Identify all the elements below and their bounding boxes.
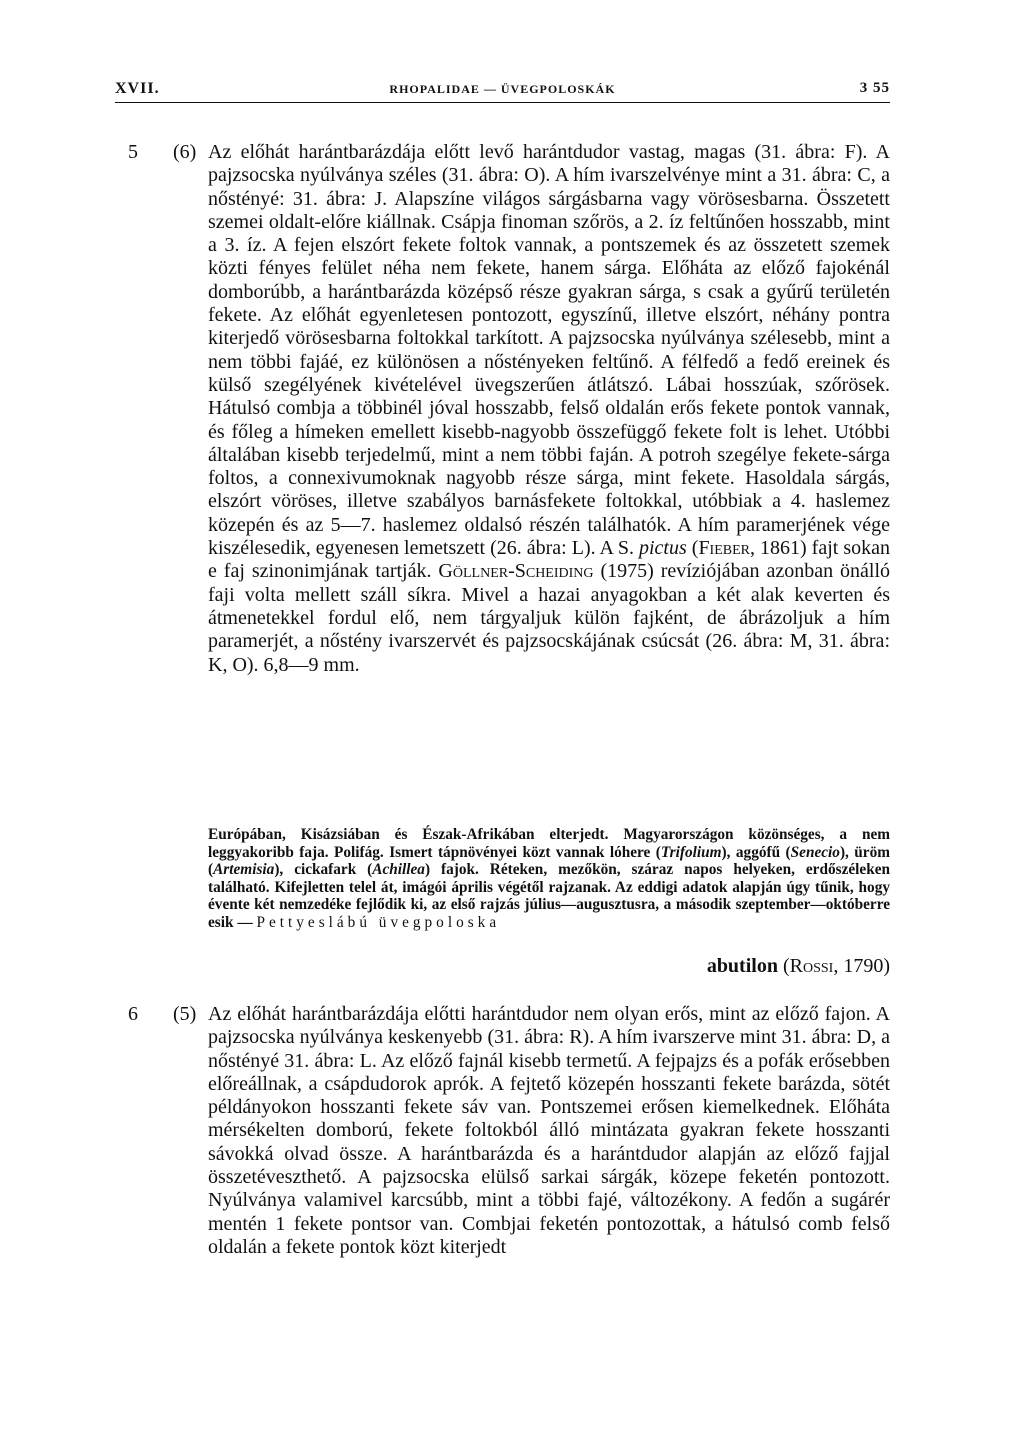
key-entry-number: 6 xyxy=(128,1003,138,1025)
author-name: Rossi xyxy=(789,955,834,977)
page-number: 3 55 xyxy=(859,80,890,96)
distribution-paragraph: Európában, Kisázsiában és Észak-Afrikában elterjedt. Magyarországon közönséges, a nem leggyakoribb faja. Polifág. Ismert tápnövényei közt vannak lóhere (Trifolium), aggófű (Senecio), üröm (Artemisia), cickafark (Achillea) fajok. Réteken, mezőkön, száraz napos helyeken, erdőszéleken található. Kifejletten telel át, imágói április végétől rajzanak. Az eddigi adatok alapján úgy tűnik, hogy évente két nemzedéke fejlődik ki, az első rajzás július—augusztusra, a második szeptember—októberre esik — Pettyeslábú üvegpoloska xyxy=(208,826,890,931)
chapter-number: XVII. xyxy=(115,80,160,97)
key-entry-number: 5 xyxy=(128,141,138,163)
species-heading: abutilon (Rossi, 1790) xyxy=(706,955,890,977)
species-name: abutilon xyxy=(706,955,778,977)
author-name: Göllner-Scheiding xyxy=(438,560,594,583)
common-name: Pettyeslábú üvegpoloska xyxy=(256,913,501,931)
key-entry-text: Az előhát harántbarázdája előtt levő harántdudor vastag, magas (31. ábra: F). A pajzsocska nyúlványa széles (31. ábra: O). A hím ivarszelvénye mint a 31. ábra: C, a nőstényé: 31. ábra: J. Alapszíne világos sárgásbarna vagy vörösesbarna. Összetett szemei oldalt-előre kiállnak. Csápja finoman szőrös, a 2. íz feltűnően hosszabb, mint a 3. íz. A fejen elszórt fekete foltok vannak, a pontszemek és az összetett szemek közti fényes felület néha nem fekete, hanem sárga. Előháta az előző fajokénál domborúbb, a harántbarázda középső része gyakran sárga, s csak a gyűrű területén fekete. Az előhát egyenletesen pontozott, egyszínű, illetve elszórt, néhány pontra kiterjedő vörösesbarna foltokkal tarkított. A pajzsocska nyúlványa szélesebb, mint a nem többi fajáé, ez különösen a nőstényeken feltűnő. A félfedő a fedő ereinek és külső szegélyének kivételével üvegszerűen átlátszó. Lábai hosszúak, szőrösek. Hátulsó combja a többinél jóval hosszabb, felső oldalán erős fekete pontok vannak, és főleg a hímeken emellett kisebb-nagyobb összefüggő fekete folt is lehet. Utóbbi általában kisebb terjedelmű, mint a nem többi faján. A potroh szegélye fekete-sárga foltos, a connexivumoknak nagyobb része sárga, mint fekete. Hasoldala sárgás, elszórt vöröses, illetve szabályos barnásfekete foltokkal, utóbbiak a 4. haslemez közepén és az 5—7. haslemez oldalsó részén találhatók. A hím paramerjének vége kiszélesedik, egyenesen lemetszett (26. ábra: L). A S. pictus (Fieber, 1861) fajt sokan e faj szinonimjának tartják. Göllner-Scheiding (1975) revíziójában azonban önálló faji volta mellett száll síkra. Mivel a hazai anyagokban a két alak keverten és átmenetekkel fordul elő, nem tárgyaljuk külön fajként, de ábrázoljuk a hím paramerjét, a nőstény ivarszervét és pajzsocskájának csúcsát (26. ábra: M, 31. ábra: K, O). 6,8—9 mm. xyxy=(208,141,891,676)
key-entry-ref: (5) xyxy=(173,1003,197,1025)
key-entry-text: Az előhát harántbarázdája előtti harántdudor nem olyan erős, mint az előző fajon. A pajzsocska nyúlványa keskenyebb (31. ábra: R). A hím ivarszerve mint 31. ábra: D, a nőstényé 31. ábra: L. Az előző fajnál kisebb termetű. A fejpajzs és a pofák erősebben előreállnak, a csápdudorok aprók. A fejtető közepén hosszanti fekete barázda, sötét példányokon hosszanti fekete sáv van. Pontszemei erősen kiemelkednek. Előháta mérsékelten domború, fekete foltokból álló mintázata gyakran fekete hosszanti sávokká olvad össze. A harántbarázda és a harántdudor alapján az előző fajjal összetéveszthető. A pajzsocska elülső sarkai sárgák, közepe feketén pontozott. Nyúlványa valamivel karcsúbb, mint a többi fajé, változékony. A fedőn a sugárér mentén 1 fekete pontsor van. Combjai feketén pontozottak, a hátulsó comb felső oldalán a fekete pontok közt kiterjedt xyxy=(208,1003,890,1258)
running-header xyxy=(115,78,890,103)
running-title: RHOPALIDAE — ÜVEGPOLOSKÁK xyxy=(389,82,616,96)
author-name: Fieber xyxy=(698,537,751,560)
key-entry-ref: (6) xyxy=(173,141,197,163)
